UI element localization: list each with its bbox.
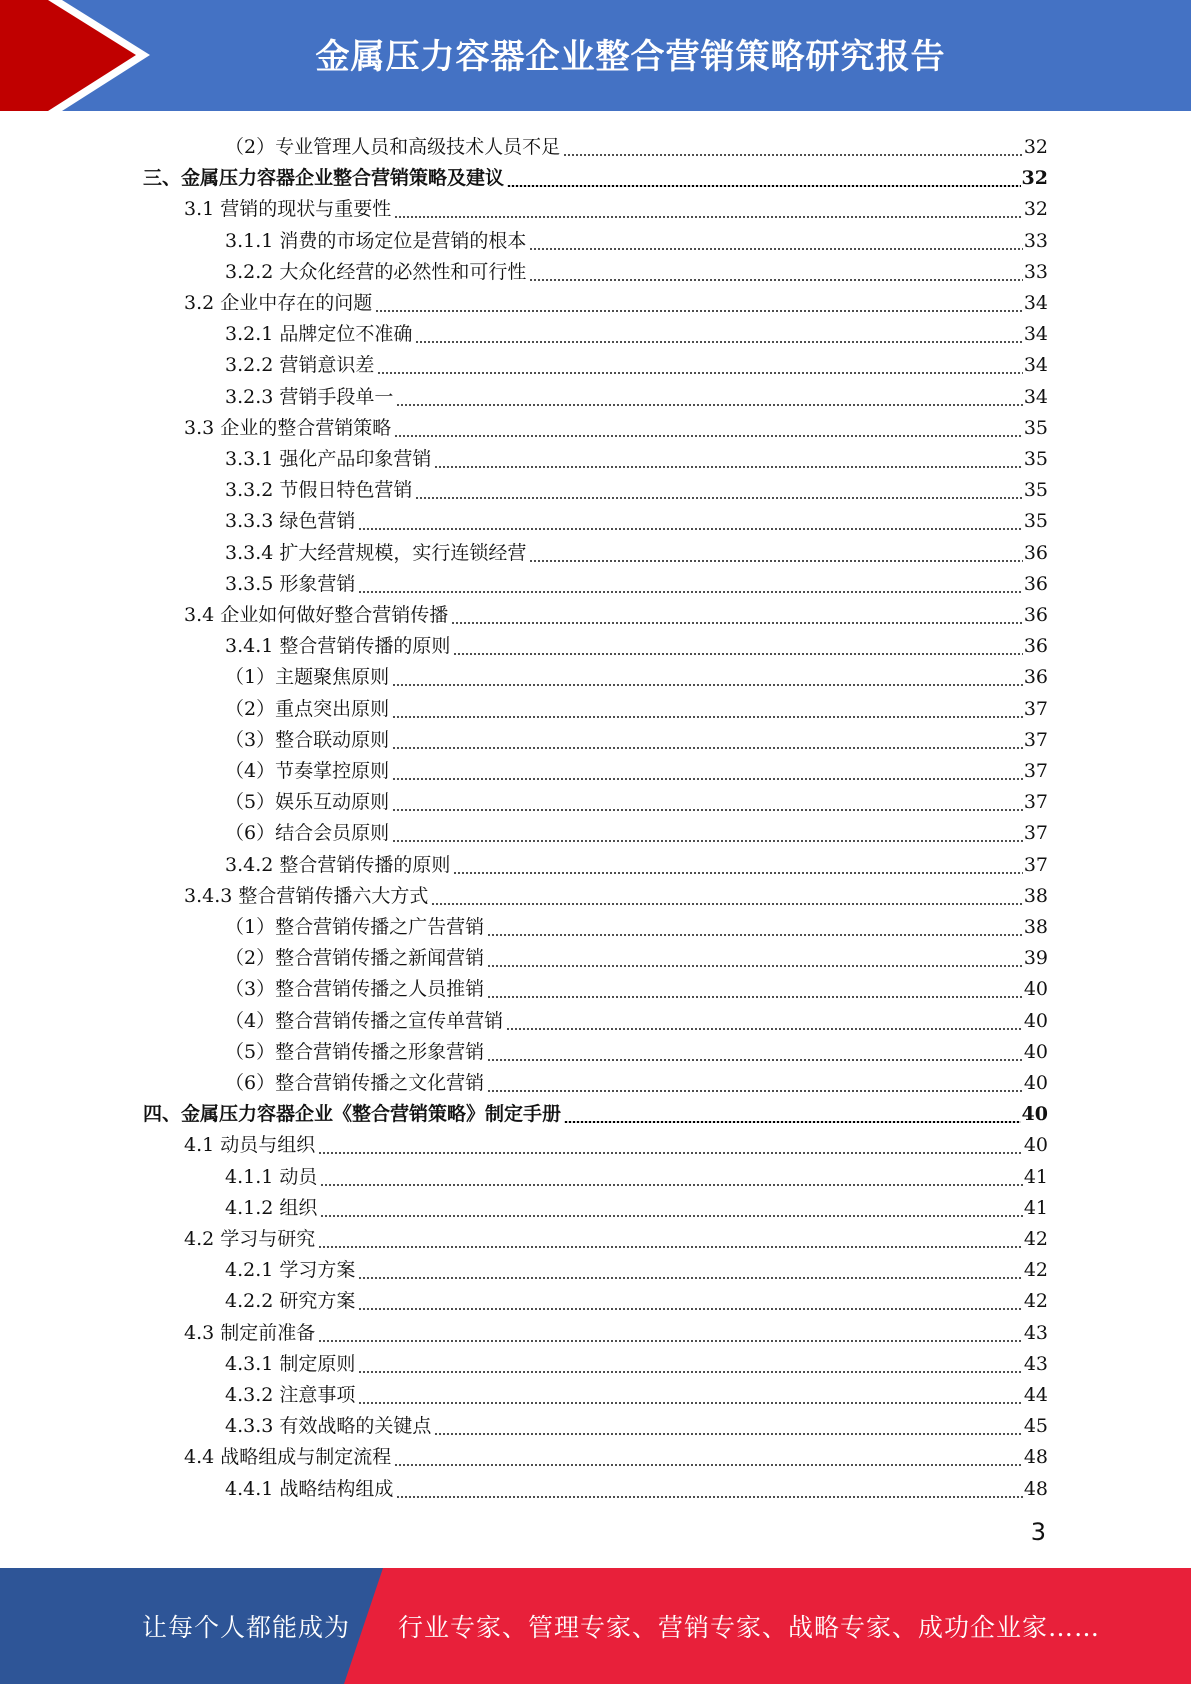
toc-dot-leader xyxy=(358,1356,1022,1376)
toc-entry-page: 35 xyxy=(1023,479,1048,502)
toc-entry-title: 3.4.3 整合营销传播六大方式 xyxy=(184,884,429,907)
toc-entry[interactable] xyxy=(225,1033,1048,1064)
toc-entry[interactable] xyxy=(184,596,1048,627)
toc-entry-title: 3.2.1 品牌定位不准确 xyxy=(225,323,413,346)
toc-entry-page: 37 xyxy=(1023,697,1048,720)
toc-entry[interactable] xyxy=(225,502,1048,533)
toc-entry-page: 44 xyxy=(1023,1384,1048,1406)
toc-entry[interactable] xyxy=(225,253,1048,284)
toc-entry-title: 3.1 营销的现状与重要性 xyxy=(184,198,392,221)
toc-entry-page: 43 xyxy=(1023,1352,1048,1375)
toc-entry-page: 38 xyxy=(1023,884,1048,907)
toc-dot-leader xyxy=(396,1481,1022,1501)
toc-entry-page: 45 xyxy=(1023,1415,1048,1438)
toc-dot-leader xyxy=(487,1075,1023,1095)
toc-entry[interactable] xyxy=(225,315,1048,346)
toc-entry-title: 4.2.2 研究方案 xyxy=(225,1290,356,1313)
toc-entry-page: 36 xyxy=(1023,541,1048,564)
toc-entry-page: 33 xyxy=(1023,229,1048,252)
toc-entry-page: 40 xyxy=(1023,1072,1048,1094)
toc-dot-leader xyxy=(392,732,1023,752)
toc-entry-title: 三、金属压力容器企业整合营销策略及建议 xyxy=(143,167,505,190)
toc-dot-leader xyxy=(392,701,1023,721)
toc-dot-leader xyxy=(318,1137,1023,1157)
toc-dot-leader xyxy=(564,1106,1021,1126)
toc-entry[interactable] xyxy=(225,970,1048,1001)
footer-slogan-right: 行业专家、管理专家、营销专家、战略专家、成功企业家…… xyxy=(398,1613,1101,1642)
toc-dot-leader xyxy=(487,919,1023,939)
toc-entry-title: 3.1.1 消费的市场定位是营销的根本 xyxy=(225,229,527,252)
toc-dot-leader xyxy=(453,638,1022,658)
toc-dot-leader xyxy=(487,1044,1023,1064)
toc-entry-page: 37 xyxy=(1023,853,1048,876)
toc-entry-page: 36 xyxy=(1023,572,1048,595)
toc-entry-title: （2）重点突出原则 xyxy=(225,697,390,720)
toc-entry-page: 32 xyxy=(1023,136,1048,158)
toc-entry-page: 40 xyxy=(1021,1103,1048,1126)
header-banner xyxy=(0,0,1191,111)
toc-dot-leader xyxy=(318,1231,1023,1251)
toc-entry[interactable] xyxy=(225,627,1048,658)
footer-banner xyxy=(0,1568,1191,1684)
toc-entry-title: （3）整合联动原则 xyxy=(225,728,390,751)
toc-entry[interactable] xyxy=(225,128,1048,159)
toc-entry-page: 42 xyxy=(1023,1290,1048,1313)
report-title: 金属压力容器企业整合营销策略研究报告 xyxy=(315,36,946,77)
toc-dot-leader xyxy=(358,1293,1022,1313)
toc-dot-leader xyxy=(415,482,1022,502)
toc-entry-page: 35 xyxy=(1023,510,1048,533)
toc-entry-title: （4）节奏掌控原则 xyxy=(225,760,390,782)
toc-entry[interactable] xyxy=(225,1158,1048,1189)
toc-entry[interactable] xyxy=(225,939,1048,970)
toc-entry-page: 34 xyxy=(1023,323,1048,346)
toc-entry-page: 34 xyxy=(1023,292,1048,314)
toc-entry-page: 36 xyxy=(1023,666,1048,689)
toc-entry-title: （2）整合营销传播之新闻营销 xyxy=(225,947,485,970)
toc-entry-page: 43 xyxy=(1023,1321,1048,1344)
toc-entry-title: 3.2 企业中存在的问题 xyxy=(184,292,373,314)
toc-entry-page: 33 xyxy=(1023,260,1048,283)
toc-dot-leader xyxy=(320,1200,1022,1220)
toc-entry-page: 36 xyxy=(1023,604,1048,626)
toc-entry-page: 39 xyxy=(1023,947,1048,970)
toc-dot-leader xyxy=(529,545,1022,565)
toc-entry-page: 35 xyxy=(1023,416,1048,439)
toc-entry-title: （6）结合会员原则 xyxy=(225,822,390,845)
toc-entry-title: 4.1.1 动员 xyxy=(225,1165,318,1188)
toc-entry[interactable] xyxy=(225,471,1048,502)
toc-dot-leader xyxy=(563,139,1023,159)
toc-entry[interactable] xyxy=(184,1438,1048,1469)
toc-dot-leader xyxy=(392,794,1023,814)
toc-dot-leader xyxy=(431,888,1022,908)
toc-entry[interactable] xyxy=(225,658,1048,689)
toc-entry-page: 36 xyxy=(1023,635,1048,658)
toc-dot-leader xyxy=(375,295,1023,315)
toc-entry[interactable] xyxy=(225,534,1048,565)
toc-entry[interactable] xyxy=(184,190,1048,221)
toc-entry-title: 4.3.1 制定原则 xyxy=(225,1352,356,1375)
toc-entry-title: （2）专业管理人员和高级技术人员不足 xyxy=(225,136,561,158)
toc-entry[interactable] xyxy=(184,1220,1048,1251)
toc-entry[interactable] xyxy=(225,1470,1048,1501)
toc-entry-page: 40 xyxy=(1023,1134,1048,1157)
toc-entry-title: （5）娱乐互动原则 xyxy=(225,791,390,814)
toc-entry-title: 4.3 制定前准备 xyxy=(184,1321,316,1344)
toc-entry-page: 40 xyxy=(1023,1009,1048,1032)
toc-entry[interactable] xyxy=(184,1314,1048,1345)
toc-dot-leader xyxy=(358,513,1022,533)
toc-entry-page: 42 xyxy=(1023,1228,1048,1250)
toc-entry[interactable] xyxy=(225,721,1048,752)
toc-entry-title: 3.4 企业如何做好整合营销传播 xyxy=(184,604,449,626)
toc-dot-leader xyxy=(394,201,1023,221)
toc-dot-leader xyxy=(529,233,1022,253)
toc-entry-page: 32 xyxy=(1023,198,1048,221)
toc-entry-title: 3.3.2 节假日特色营销 xyxy=(225,479,413,502)
toc-entry[interactable] xyxy=(225,908,1048,939)
toc-entry[interactable] xyxy=(184,877,1048,908)
toc-dot-leader xyxy=(392,825,1023,845)
toc-dot-leader xyxy=(529,264,1022,284)
toc-entry-title: 3.4.1 整合营销传播的原则 xyxy=(225,635,451,658)
toc-entry-page: 40 xyxy=(1023,978,1048,1001)
toc-entry-title: 3.2.2 营销意识差 xyxy=(225,354,375,377)
toc-dot-leader xyxy=(507,170,1021,190)
page-number: 3 xyxy=(1030,1518,1046,1546)
toc-entry[interactable] xyxy=(225,1282,1048,1313)
toc-dot-leader xyxy=(506,1013,1023,1033)
toc-entry-page: 37 xyxy=(1023,822,1048,845)
footer-slogan-left: 让每个人都能成为 xyxy=(142,1613,351,1642)
toc-dot-leader xyxy=(396,389,1022,409)
toc-entry[interactable] xyxy=(143,1095,1048,1126)
toc-dot-leader xyxy=(394,1449,1023,1469)
toc-entry-title: （6）整合营销传播之文化营销 xyxy=(225,1072,485,1094)
toc-dot-leader xyxy=(487,950,1023,970)
toc-entry-title: 4.3.2 注意事项 xyxy=(225,1384,356,1406)
toc-entry-page: 37 xyxy=(1023,791,1048,814)
toc-dot-leader xyxy=(434,451,1022,471)
toc-entry-title: 3.4.2 整合营销传播的原则 xyxy=(225,853,451,876)
toc-entry-page: 42 xyxy=(1023,1259,1048,1282)
toc-entry-title: 4.1.2 组织 xyxy=(225,1196,318,1219)
toc-entry-page: 38 xyxy=(1023,916,1048,938)
toc-dot-leader xyxy=(394,420,1023,440)
toc-entry[interactable] xyxy=(225,346,1048,377)
toc-entry-title: （1）主题聚焦原则 xyxy=(225,666,390,689)
toc-entry-page: 37 xyxy=(1023,760,1048,782)
toc-entry[interactable] xyxy=(225,1002,1048,1033)
toc-entry-title: 4.2.1 学习方案 xyxy=(225,1259,356,1282)
toc-entry[interactable] xyxy=(225,752,1048,783)
toc-entry-title: 4.4.1 战略结构组成 xyxy=(225,1477,394,1500)
toc-entry-page: 48 xyxy=(1023,1446,1048,1469)
toc-dot-leader xyxy=(377,357,1022,377)
toc-entry[interactable] xyxy=(225,440,1048,471)
toc-entry-page: 34 xyxy=(1023,354,1048,377)
toc-entry-title: （3）整合营销传播之人员推销 xyxy=(225,978,485,1001)
toc-dot-leader xyxy=(415,326,1022,346)
toc-entry[interactable] xyxy=(225,565,1048,596)
toc-entry-title: 四、金属压力容器企业《整合营销策略》制定手册 xyxy=(143,1103,562,1126)
toc-entry-title: 3.3.1 强化产品印象营销 xyxy=(225,448,432,470)
toc-dot-leader xyxy=(320,1169,1022,1189)
toc-entry-page: 37 xyxy=(1023,728,1048,751)
toc-dot-leader xyxy=(358,576,1022,596)
toc-entry[interactable] xyxy=(225,222,1048,253)
toc-entry-page: 41 xyxy=(1023,1196,1048,1219)
toc-entry-title: 3.3.4 扩大经营规模，实行连锁经营 xyxy=(225,541,527,564)
toc-entry-page: 41 xyxy=(1023,1165,1048,1188)
toc-entry[interactable] xyxy=(225,846,1048,877)
toc-entry-page: 35 xyxy=(1023,448,1048,470)
toc-dot-leader xyxy=(451,607,1023,627)
toc-entry-title: 4.1 动员与组织 xyxy=(184,1134,316,1157)
toc-entry-title: 4.3.3 有效战略的关键点 xyxy=(225,1415,432,1438)
toc-dot-leader xyxy=(392,763,1023,783)
toc-entry-title: （4）整合营销传播之宣传单营销 xyxy=(225,1009,504,1032)
toc-entry[interactable] xyxy=(225,1064,1048,1095)
toc-entry[interactable] xyxy=(225,1345,1048,1376)
toc-entry[interactable] xyxy=(225,690,1048,721)
toc-entry-title: 3.2.2 大众化经营的必然性和可行性 xyxy=(225,260,527,283)
toc-entry-page: 32 xyxy=(1021,167,1048,190)
toc-entry-title: 3.3.3 绿色营销 xyxy=(225,510,356,533)
toc-entry[interactable] xyxy=(225,378,1048,409)
toc-dot-leader xyxy=(318,1325,1023,1345)
toc-entry[interactable] xyxy=(225,1407,1048,1438)
toc-dot-leader xyxy=(453,857,1022,877)
toc-entry-page: 40 xyxy=(1023,1040,1048,1063)
toc-entry-title: 4.4 战略组成与制定流程 xyxy=(184,1446,392,1469)
toc-entry[interactable] xyxy=(225,1189,1048,1220)
toc-entry-title: 4.2 学习与研究 xyxy=(184,1228,316,1250)
toc-entry[interactable] xyxy=(225,1376,1048,1407)
toc-entry[interactable] xyxy=(225,783,1048,814)
toc-entry[interactable] xyxy=(225,814,1048,845)
toc-entry-title: 3.3.5 形象营销 xyxy=(225,572,356,595)
toc-entry-page: 34 xyxy=(1023,385,1048,408)
toc-entry-page: 48 xyxy=(1023,1477,1048,1500)
toc-dot-leader xyxy=(434,1418,1022,1438)
toc-entry-title: 3.2.3 营销手段单一 xyxy=(225,385,394,408)
toc-entry-title: （5）整合营销传播之形象营销 xyxy=(225,1040,485,1063)
toc-dot-leader xyxy=(358,1387,1022,1407)
toc-entry[interactable] xyxy=(143,159,1048,190)
toc-entry[interactable] xyxy=(225,1251,1048,1282)
toc-dot-leader xyxy=(487,981,1023,1001)
toc-entry-title: 3.3 企业的整合营销策略 xyxy=(184,416,392,439)
toc-entry[interactable] xyxy=(184,409,1048,440)
toc-dot-leader xyxy=(358,1262,1022,1282)
toc-entry-title: （1）整合营销传播之广告营销 xyxy=(225,916,485,938)
toc-entry[interactable] xyxy=(184,284,1048,315)
toc-entry[interactable] xyxy=(184,1126,1048,1157)
toc-dot-leader xyxy=(392,669,1023,689)
